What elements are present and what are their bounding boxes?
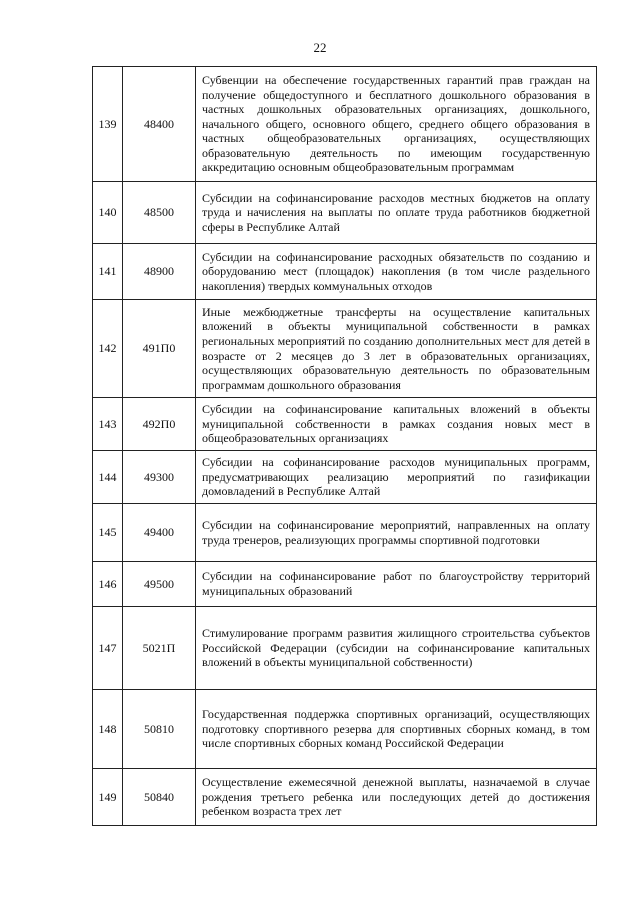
row-number-cell: 147 — [93, 607, 123, 690]
description-cell: Субсидии на софинансирование работ по благоустройству территорий муниципальных образований — [196, 562, 597, 607]
code-cell: 48500 — [123, 182, 196, 244]
table-row — [93, 562, 597, 607]
code-cell: 50810 — [123, 690, 196, 769]
description-cell: Субсидии на софинансирование расходных обязательств по созданию и оборудованию мест (площадок) накопления (в том числе раздельного накопления) твердых коммунальных отходов — [196, 244, 597, 300]
description-cell: Субсидии на софинансирование капитальных вложений в объекты муниципальной собственности в рамках создания новых мест в общеобразовательных организациях — [196, 398, 597, 451]
code-cell: 49400 — [123, 504, 196, 562]
table-row — [93, 607, 597, 690]
description-cell: Субвенции на обеспечение государственных гарантий прав граждан на получение общедоступного и бесплатного дошкольного образования в частных дошкольных образовательных организациях, дошкольного, начального общего, основного общего, среднего общего образования в частных общеобразовательных организациях, осуществляющих образовательную деятельность по имеющим государственную аккредитацию основным общеобразовательным программам — [196, 67, 597, 182]
row-number-cell: 145 — [93, 504, 123, 562]
table-row — [93, 769, 597, 826]
row-number-cell: 139 — [93, 67, 123, 182]
code-cell: 492П0 — [123, 398, 196, 451]
table-row — [93, 398, 597, 451]
code-cell: 48900 — [123, 244, 196, 300]
row-number-cell: 143 — [93, 398, 123, 451]
row-number-cell: 149 — [93, 769, 123, 826]
code-cell: 491П0 — [123, 300, 196, 398]
code-cell: 50840 — [123, 769, 196, 826]
budget-codes-table — [92, 66, 597, 826]
table-row — [93, 451, 597, 504]
row-number-cell: 142 — [93, 300, 123, 398]
table-row — [93, 182, 597, 244]
code-cell: 48400 — [123, 67, 196, 182]
description-cell: Государственная поддержка спортивных организаций, осуществляющих подготовку спортивного резерва для спортивных сборных команд, в том числе спортивных сборных команд Российской Федерации — [196, 690, 597, 769]
description-cell: Субсидии на софинансирование мероприятий, направленных на оплату труда тренеров, реализующих программы спортивной подготовки — [196, 504, 597, 562]
row-number-cell: 144 — [93, 451, 123, 504]
table-row — [93, 67, 597, 182]
description-cell: Иные межбюджетные трансферты на осуществление капитальных вложений в объекты муниципальной собственности в рамках региональных мероприятий по созданию дополнительных мест для детей в возрасте от 2 месяцев до 3 лет в образовательных организациях, осуществляющих образовательную деятельность по образовательным программам дошкольного образования — [196, 300, 597, 398]
table-row — [93, 690, 597, 769]
description-cell: Субсидии на софинансирование расходов муниципальных программ, предусматривающих реализацию мероприятий по газификации домовладений в Республике Алтай — [196, 451, 597, 504]
table-row — [93, 504, 597, 562]
description-cell: Субсидии на софинансирование расходов местных бюджетов на оплату труда и начисления на выплаты по оплате труда работников бюджетной сферы в Республике Алтай — [196, 182, 597, 244]
page-number: 22 — [313, 40, 327, 55]
code-cell: 5021П — [123, 607, 196, 690]
row-number-cell: 148 — [93, 690, 123, 769]
row-number-cell: 140 — [93, 182, 123, 244]
table-row — [93, 300, 597, 398]
description-cell: Стимулирование программ развития жилищного строительства субъектов Российской Федерации (субсидии на софинансирование капитальных вложений в объекты муниципальной собственности) — [196, 607, 597, 690]
row-number-cell: 146 — [93, 562, 123, 607]
code-cell: 49500 — [123, 562, 196, 607]
code-cell: 49300 — [123, 451, 196, 504]
row-number-cell: 141 — [93, 244, 123, 300]
description-cell: Осуществление ежемесячной денежной выплаты, назначаемой в случае рождения третьего ребенка или последующих детей до достижения ребенком возраста трех лет — [196, 769, 597, 826]
table-row — [93, 244, 597, 300]
